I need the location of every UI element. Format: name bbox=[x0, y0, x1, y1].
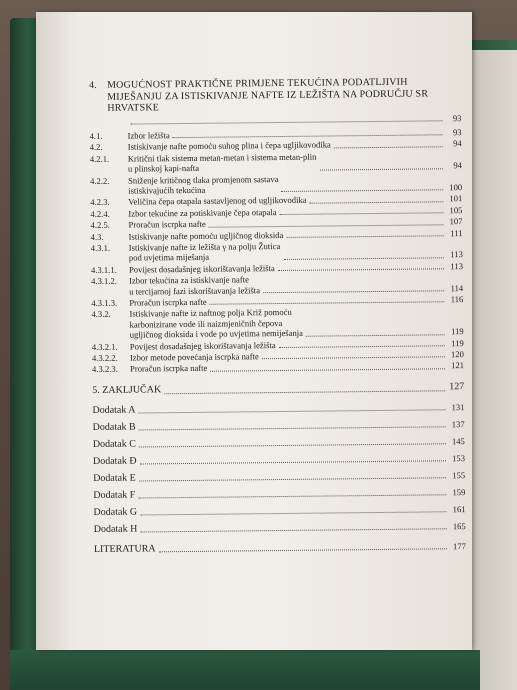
toc-entry bbox=[91, 239, 463, 264]
entry-number: 4.3.2.2. bbox=[91, 352, 118, 364]
entry-title: Dodatak B bbox=[92, 421, 136, 433]
entry-title-line: Proračun iscrpka nafte bbox=[128, 218, 206, 230]
page-number: 127 bbox=[449, 380, 465, 393]
section-4-heading bbox=[89, 76, 461, 114]
entry-title-line: Povijest dosadašnjeg iskorištavanja ležišta bbox=[129, 339, 276, 352]
appendix-entry bbox=[93, 435, 465, 451]
entry-title-line: Izbor ležišta bbox=[127, 130, 170, 141]
entry-list bbox=[90, 127, 465, 375]
page-number: 145 bbox=[451, 435, 465, 447]
dot-leader bbox=[279, 345, 445, 348]
entry-title-line: ugljičnog dioksida i vode po uvjetima nemiješanja bbox=[129, 327, 303, 340]
entry-number: 4.2.3. bbox=[90, 197, 110, 208]
entry-title: 5. ZAKLJUČAK bbox=[92, 384, 162, 396]
page-number: 116 bbox=[450, 294, 464, 305]
dot-leader bbox=[319, 168, 442, 170]
page-number: 100 bbox=[449, 182, 463, 193]
entry-title-line: Istiskivanje nafte iz ležišta γ na polju Žutica bbox=[128, 240, 281, 253]
page-number: 114 bbox=[450, 282, 464, 293]
page-number: 94 bbox=[453, 138, 462, 149]
dot-leader bbox=[173, 135, 443, 139]
entry-title-line: Istiskivanje nafte iz naftnog polja Križ pomoću bbox=[129, 307, 292, 319]
page-number: 94 bbox=[453, 160, 462, 171]
entry-number: 4.3. bbox=[90, 231, 104, 242]
section-number: 4. bbox=[89, 79, 98, 91]
dot-leader bbox=[159, 548, 447, 552]
entry-number: 4.2.4. bbox=[90, 208, 110, 219]
dot-leader bbox=[310, 201, 444, 203]
entry-number: 4.1. bbox=[89, 130, 103, 141]
entry-title-line: Izbor metode povećanja iscrpka nafte bbox=[129, 351, 259, 363]
page-number: 137 bbox=[451, 418, 465, 430]
dot-leader bbox=[140, 511, 446, 515]
dot-leader bbox=[286, 235, 443, 238]
dot-leader bbox=[280, 212, 444, 215]
entry-title-line: u tercijarnoj fazi iskorištavanja ležišta bbox=[129, 284, 261, 297]
dot-leader bbox=[282, 190, 444, 193]
appendix-entry bbox=[94, 520, 466, 536]
toc-entry bbox=[90, 150, 462, 175]
appendix-entry bbox=[93, 486, 465, 502]
entry-title: Dodatak A bbox=[92, 404, 136, 416]
dot-leader bbox=[138, 494, 446, 498]
entry-title-line: Izbor tekućine za potiskivanje čepa otapala bbox=[128, 206, 277, 219]
appendix-entry bbox=[93, 452, 465, 468]
entry-title: LITERATURA bbox=[93, 543, 156, 555]
entry-title-line: Proračun iscrpka nafte bbox=[129, 296, 207, 308]
page-number: 119 bbox=[451, 337, 464, 348]
appendix-entry bbox=[93, 418, 465, 434]
entry-number: 4.2.1. bbox=[89, 153, 110, 164]
page-number: 101 bbox=[449, 193, 463, 204]
entry-number: 4.3.2.1. bbox=[91, 341, 118, 352]
page-number: 153 bbox=[452, 452, 466, 464]
page-number: 177 bbox=[452, 540, 466, 552]
entry-title-line: Kritični tlak sistema metan-metan i sistema metan-plin bbox=[127, 151, 317, 164]
page-number: 159 bbox=[452, 486, 466, 498]
dot-leader bbox=[140, 528, 446, 532]
dot-leader bbox=[140, 460, 446, 464]
page-number: 165 bbox=[452, 520, 466, 532]
dot-leader bbox=[139, 426, 446, 430]
entry-title: Dodatak Đ bbox=[92, 455, 137, 467]
section-5-row bbox=[92, 381, 464, 397]
page-number: 155 bbox=[452, 469, 466, 481]
section-4-page-row bbox=[89, 113, 461, 127]
page-number: 121 bbox=[451, 360, 465, 371]
entry-number: 4.2.5. bbox=[90, 219, 110, 231]
entry-title: Dodatak G bbox=[93, 506, 138, 518]
entry-number: 4.3.2.3. bbox=[91, 364, 118, 375]
dot-leader bbox=[262, 357, 445, 360]
appendix-entry bbox=[93, 503, 465, 519]
entry-title: Dodatak C bbox=[92, 438, 136, 450]
dot-leader bbox=[210, 368, 445, 371]
entry-title: Dodatak E bbox=[93, 472, 136, 484]
book-cover-left bbox=[10, 18, 38, 690]
page-number: 105 bbox=[449, 204, 463, 215]
entry-title-line: Sniženje kritičnog tlaka promjenom sastava bbox=[127, 173, 279, 186]
page-number: 161 bbox=[452, 503, 466, 515]
book-cover-bottom bbox=[10, 650, 480, 690]
entry-title: Dodatak H bbox=[93, 523, 138, 535]
entry-title-line: Izbor tekućina za istiskivanje nafte bbox=[129, 274, 249, 286]
entry-title-line: u plinskoj kapi-nafta bbox=[127, 162, 200, 174]
entry-number: 4.3.1.1. bbox=[90, 264, 117, 275]
entry-number: 4.2. bbox=[89, 142, 103, 153]
entry-number: 4.3.1. bbox=[90, 242, 111, 253]
appendix-list bbox=[92, 401, 465, 536]
next-page-edge bbox=[470, 50, 517, 690]
dot-leader bbox=[283, 257, 443, 260]
page-number: 131 bbox=[451, 401, 465, 413]
dot-leader bbox=[139, 443, 446, 447]
page-number: 113 bbox=[450, 260, 464, 272]
entry-title-line: Istiskivanje nafte pomoću suhog plina i čepa ugljikovodika bbox=[127, 139, 331, 152]
dot-leader bbox=[278, 268, 444, 271]
dot-leader bbox=[164, 390, 445, 394]
page-number: 111 bbox=[450, 227, 463, 238]
dot-leader bbox=[263, 290, 444, 293]
literature-row bbox=[94, 540, 466, 556]
entry-number: 4.3.1.3. bbox=[91, 297, 118, 308]
dot-leader bbox=[130, 120, 442, 124]
appendix-entry bbox=[93, 469, 465, 485]
dot-leader bbox=[210, 302, 445, 305]
toc-entry bbox=[90, 172, 462, 197]
toc-entry bbox=[91, 272, 463, 297]
page-number: 120 bbox=[450, 349, 464, 360]
page-number: 93 bbox=[452, 112, 462, 123]
page-number: 93 bbox=[452, 127, 462, 138]
entry-title: Dodatak F bbox=[93, 489, 136, 501]
entry-title-line: pod uvjetima miješanja bbox=[128, 252, 210, 263]
section-title: MOGUĆNOST PRAKTIČNE PRIMJENE TEKUĆINA PODATLJIVIH MIJEŠANJU ZA ISTISKIVANJE NAFTE IZ LEŽIŠTA NA PODRUČJU SR HRVATSKE bbox=[106, 76, 429, 114]
entry-title-line: karbonizirane vode ili naizmjeničnih čepova bbox=[129, 317, 283, 330]
dot-leader bbox=[306, 334, 445, 336]
entry-title-line: Istiskivanje nafte pomoću ugljičnog dioksida bbox=[128, 229, 284, 242]
toc-entry bbox=[91, 305, 463, 340]
entry-number: 4.3.2. bbox=[91, 309, 111, 320]
appendix-entry bbox=[92, 401, 464, 417]
entry-title-line: Proračun iscrpka nafte bbox=[129, 363, 208, 375]
entry-number: 4.3.1.2. bbox=[91, 275, 117, 287]
dot-leader bbox=[334, 146, 443, 148]
dot-leader bbox=[139, 477, 446, 481]
entry-title-line: Veličina čepa otapala sastavljenog od ugljikovodika bbox=[128, 195, 307, 207]
page-number: 119 bbox=[451, 326, 464, 337]
entry-number: 4.2.2. bbox=[90, 175, 110, 186]
page-number: 107 bbox=[449, 216, 463, 227]
table-of-contents bbox=[89, 76, 466, 561]
entry-title-line: Povijest dosadašnjeg iskorištavanja ležišta bbox=[128, 262, 275, 275]
page-number: 113 bbox=[450, 249, 463, 260]
dot-leader bbox=[209, 224, 444, 227]
entry-title-line: istiskivajućih tekućina bbox=[128, 184, 206, 196]
dot-leader bbox=[139, 409, 446, 413]
